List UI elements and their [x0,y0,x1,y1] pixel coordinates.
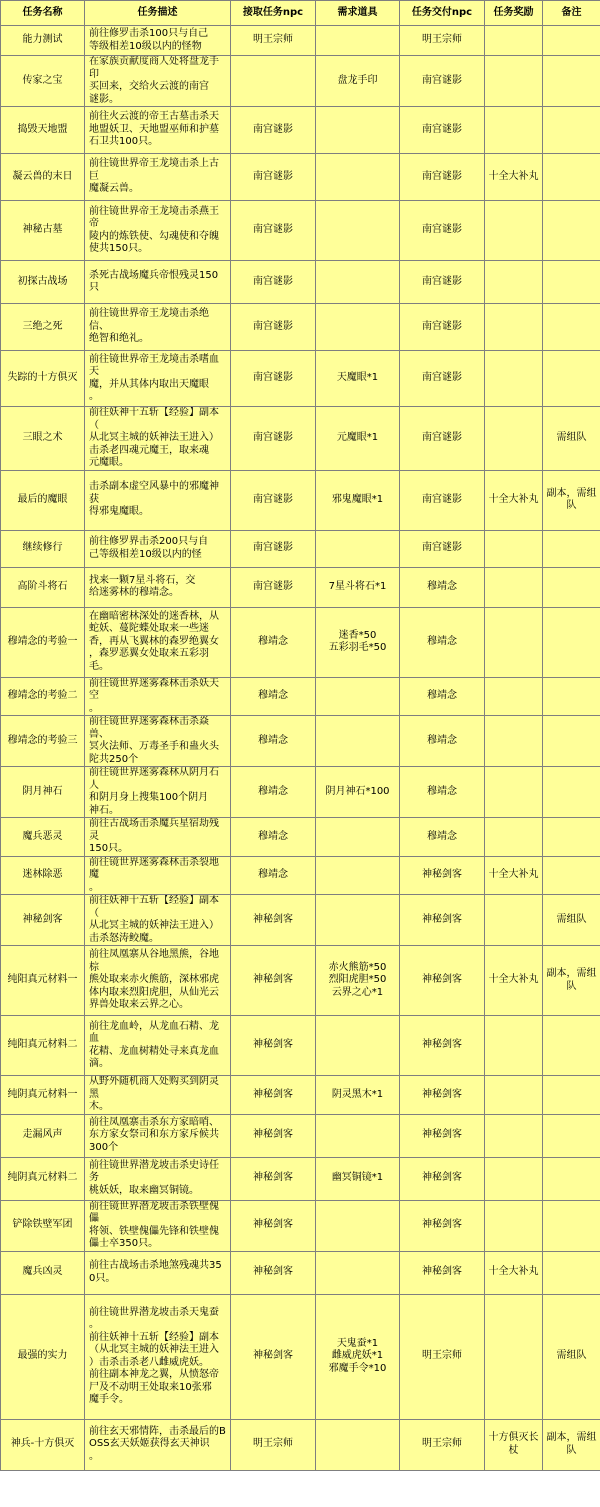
note-cell [543,1016,600,1076]
note-cell [543,304,600,351]
giver-npc-cell: 神秘剑客 [231,1157,316,1200]
task-name-cell: 纯阴真元材料一 [1,1076,85,1115]
note-cell [543,818,600,857]
required-items-cell [316,470,400,530]
turnin-npc-cell: 神秘剑客 [400,1157,485,1200]
task-name-cell: 神秘剑客 [1,895,85,946]
required-items-cell [316,351,400,407]
reward-cell [485,1294,543,1419]
turnin-npc-cell: 穆靖念 [400,677,485,716]
table-row [1,1251,600,1294]
reward-cell: 十全大补丸 [485,946,543,1016]
turnin-npc-cell: 南宫谜影 [400,261,485,304]
table-row [1,567,600,607]
giver-npc-cell: 明王宗师 [231,1419,316,1470]
note-cell: 需组队 [543,407,600,471]
table-row [1,56,600,107]
required-items-cell [316,895,400,946]
reward-cell [485,1016,543,1076]
required-item: 阴灵黑木*1 [331,1088,384,1100]
table-header [1,1,600,26]
turnin-npc-cell: 南宫谜影 [400,530,485,567]
required-items-cell [316,567,400,607]
reward-cell [485,818,543,857]
turnin-npc-cell: 南宫谜影 [400,470,485,530]
giver-npc-cell: 神秘剑客 [231,1114,316,1157]
reward-cell [485,201,543,261]
description-paragraph: 前往镜世界潜龙坡击杀天鬼蚕 。 [89,1306,219,1330]
reward-cell: 十全大补丸 [485,154,543,201]
task-name-cell: 传家之宝 [1,56,85,107]
giver-npc-cell: 南宫谜影 [231,261,316,304]
turnin-npc-cell: 穆靖念 [400,716,485,767]
note-cell [543,56,600,107]
reward-cell: 十全大补丸 [485,1251,543,1294]
turnin-npc-cell: 穆靖念 [400,567,485,607]
note-cell: 副本，需组队 [543,1419,600,1470]
required-item: 雌威虎妖*1 [331,1350,384,1362]
note-cell [543,351,600,407]
reward-cell: 十全大补丸 [485,470,543,530]
required-item: 元魔眼*1 [336,432,379,443]
task-name-cell: 失踪的十方俱灭 [1,351,85,407]
giver-npc-cell: 穆靖念 [231,856,316,895]
note-cell [543,530,600,567]
task-name-cell: 穆靖念的考验二 [1,677,85,716]
required-items-cell [316,56,400,107]
required-items-cell [316,818,400,857]
table-row [1,1157,600,1200]
task-name-cell: 凝云兽的末日 [1,154,85,201]
header-required-items: 需求道具 [316,1,400,26]
table-row [1,201,600,261]
note-cell: 副本，需组队 [543,470,600,530]
required-item: 7星斗将石*1 [328,580,387,592]
table-row [1,818,600,857]
giver-npc-cell: 神秘剑客 [231,895,316,946]
reward-cell [485,26,543,56]
task-description-cell: 前往凤凰寨击杀东方家暗哨、 东方家女祭司和东方家斥候共 300个 [85,1114,231,1157]
reward-cell: 十方俱灭长 杖 [485,1419,543,1470]
note-cell [543,201,600,261]
reward-cell [485,530,543,567]
reward-cell [485,1157,543,1200]
task-name-cell: 最强的实力 [1,1294,85,1419]
turnin-npc-cell: 神秘剑客 [400,946,485,1016]
giver-npc-cell: 南宫谜影 [231,201,316,261]
required-item: 幽冥铜镜*1 [331,1172,384,1184]
turnin-npc-cell: 神秘剑客 [400,1114,485,1157]
description-paragraph: 前往副本神龙之翼，从愤怒帝 尸及不动明王处取来10张邪 魔手令。 [89,1369,219,1405]
task-description-cell: 从野外随机商人处购买到阴灵黑 木。 [85,1076,231,1115]
reward-cell: 十全大补丸 [485,856,543,895]
note-cell [543,154,600,201]
giver-npc-cell: 南宫谜影 [231,107,316,154]
task-description-cell: 前往修罗击杀100只与自己 等级相差10级以内的怪物 [85,26,231,56]
required-items-cell [316,1251,400,1294]
table-row [1,154,600,201]
task-name-cell: 魔兵恶灵 [1,818,85,857]
note-cell [543,26,600,56]
turnin-npc-cell: 南宫谜影 [400,351,485,407]
required-item: 邪魔手令*10 [328,1362,387,1374]
header-reward: 任务奖励 [485,1,543,26]
task-name-cell: 神兵-十方俱灭 [1,1419,85,1470]
task-description-cell: 前往妖神十五斩【经验】副本（ 从北冥主城的妖神法王进入） 击杀老四魂元魔王，取来魂 元魔眼。 [85,407,231,471]
required-items-cell [316,304,400,351]
giver-npc-cell: 穆靖念 [231,716,316,767]
table-row [1,1200,600,1251]
table-row [1,716,600,767]
required-items-cell [316,407,400,471]
turnin-npc-cell: 神秘剑客 [400,895,485,946]
turnin-npc-cell: 神秘剑客 [400,1251,485,1294]
giver-npc-cell: 神秘剑客 [231,946,316,1016]
task-description-cell: 前往古战场击杀魔兵星宿劫残灵 150只。 [85,818,231,857]
reward-cell [485,567,543,607]
task-description-cell: 前往镜世界帝王龙境击杀嗜血天 魔，并从其体内取出天魔眼 。 [85,351,231,407]
required-items-cell [316,26,400,56]
header-row [1,1,600,26]
description-paragraph: 前往妖神十五斩【经验】副本 （从北冥主城的妖神法王进入 ）击杀击杀老八雌威虎妖。 [89,1331,219,1368]
task-description-cell: 前往凤凰寨从谷地黑熊，谷地棕 熊处取来赤火熊筋，深林邪虎 体内取来烈阳虎胆，从仙光云 界兽处取来云界之心。 [85,946,231,1016]
task-name-cell: 最后的魔眼 [1,470,85,530]
table-row [1,1016,600,1076]
reward-cell [485,607,543,677]
task-description-cell: 前往妖神十五斩【经验】副本（ 从北冥主城的妖神法王进入） 击杀怒涛鲛魔。 [85,895,231,946]
task-description-cell: 前往镜世界迷雾森林击杀裂地魔 。 [85,856,231,895]
task-name-cell: 纯阴真元材料二 [1,1157,85,1200]
task-name-cell: 神秘古墓 [1,201,85,261]
giver-npc-cell: 南宫谜影 [231,530,316,567]
table-row [1,26,600,56]
note-cell [543,261,600,304]
task-description-cell: 前往镜世界帝王龙境击杀燕王帝 陵内的炼铁使、勾魂使和夺魄 使共150只。 [85,201,231,261]
task-name-cell: 初探古战场 [1,261,85,304]
task-name-cell: 迷林除恶 [1,856,85,895]
turnin-npc-cell: 神秘剑客 [400,1200,485,1251]
note-cell [543,677,600,716]
required-items-cell [316,154,400,201]
note-cell [543,1251,600,1294]
table-row [1,304,600,351]
note-cell [543,1114,600,1157]
task-name-cell: 高阶斗将石 [1,567,85,607]
reward-cell [485,1114,543,1157]
table-row [1,351,600,407]
required-item: 邪鬼魔眼*1 [331,493,384,505]
turnin-npc-cell: 南宫谜影 [400,107,485,154]
turnin-npc-cell: 穆靖念 [400,767,485,818]
reward-cell [485,767,543,818]
note-cell [543,856,600,895]
reward-cell [485,716,543,767]
task-description-cell: 前往镜世界帝王龙境击杀上古巨 魔凝云兽。 [85,154,231,201]
required-item: 烈阳虎胆*50 [328,974,387,986]
giver-npc-cell [231,56,316,107]
task-description-cell: 前往玄天邪情阵，击杀最后的B OSS玄天妖姬获得玄天神识 。 [85,1419,231,1470]
table-row [1,856,600,895]
table-row [1,767,600,818]
table-row [1,677,600,716]
giver-npc-cell: 神秘剑客 [231,1294,316,1419]
task-description-cell: 前往古战场击杀地煞残魂共35 0只。 [85,1251,231,1294]
table-row [1,107,600,154]
note-cell: 需组队 [543,1294,600,1419]
reward-cell [485,56,543,107]
required-items-cell [316,677,400,716]
task-description-cell: 在幽暗密林深处的迷香林，从 蛇妖、蔓陀蝶处取来一些迷 香，再从飞翼林的森罗绝翼女 ，森罗恶翼女处取来五彩羽毛。 [85,607,231,677]
required-items-cell [316,1200,400,1251]
required-items-cell [316,1076,400,1115]
task-name-cell: 继续修行 [1,530,85,567]
header-giver-npc: 接取任务npc [231,1,316,26]
task-name-cell: 穆靖念的考验一 [1,607,85,677]
giver-npc-cell: 神秘剑客 [231,1200,316,1251]
required-items-cell [316,716,400,767]
reward-cell [485,677,543,716]
required-item: 赤火熊筋*50 [328,961,387,973]
table-row [1,1419,600,1470]
note-cell: 副本，需组队 [543,946,600,1016]
task-description-cell: 在家族贡献度商人处将盘龙手印 买回来，交给火云渡的南宫 谜影。 [85,56,231,107]
note-cell [543,716,600,767]
reward-cell [485,407,543,471]
giver-npc-cell: 南宫谜影 [231,154,316,201]
required-item: 云界之心*1 [331,986,384,998]
turnin-npc-cell: 明王宗师 [400,26,485,56]
header-task-name: 任务名称 [1,1,85,26]
note-cell [543,1200,600,1251]
note-cell [543,607,600,677]
reward-cell [485,351,543,407]
required-item: 天魔眼*1 [336,372,379,384]
reward-cell [485,107,543,154]
task-name-cell: 能力测试 [1,26,85,56]
header-turnin-npc: 任务交付npc [400,1,485,26]
required-items-cell [316,1294,400,1419]
note-cell: 需组队 [543,895,600,946]
table-row [1,470,600,530]
turnin-npc-cell: 穆靖念 [400,818,485,857]
turnin-npc-cell: 神秘剑客 [400,856,485,895]
reward-cell [485,304,543,351]
task-description-cell: 前往镜世界潜龙坡击杀铁壁傀儡 将领、铁壁傀儡先锋和铁壁傀 儡士卒350只。 [85,1200,231,1251]
table-row [1,607,600,677]
turnin-npc-cell: 南宫谜影 [400,56,485,107]
task-name-cell: 阴月神石 [1,767,85,818]
table-row [1,530,600,567]
required-item: 天鬼蚕*1 [336,1337,379,1349]
task-name-cell: 魔兵凶灵 [1,1251,85,1294]
task-description-cell: 前往修罗界击杀200只与自 己等级相差10级以内的怪 [85,530,231,567]
required-item: 阴月神石*100 [325,785,390,797]
required-items-cell [316,1016,400,1076]
task-description-cell: 前往镜世界潜龙坡击杀史诗任务 桃妖妖，取来幽冥铜镜。 [85,1157,231,1200]
required-items-cell [316,856,400,895]
table-row [1,1076,600,1115]
note-cell [543,767,600,818]
giver-npc-cell: 穆靖念 [231,677,316,716]
giver-npc-cell: 南宫谜影 [231,567,316,607]
giver-npc-cell: 神秘剑客 [231,1076,316,1115]
reward-cell [485,261,543,304]
turnin-npc-cell: 明王宗师 [400,1294,485,1419]
task-name-cell: 走漏风声 [1,1114,85,1157]
giver-npc-cell: 南宫谜影 [231,351,316,407]
note-cell [543,567,600,607]
task-description-cell: 前往镜世界迷雾森林从阴月石人 和阴月身上搜集100个阴月 神石。 [85,767,231,818]
required-items-cell [316,1157,400,1200]
header-note: 备注 [543,1,600,26]
note-cell [543,107,600,154]
required-items-cell [316,767,400,818]
task-name-cell: 捣毁天地盟 [1,107,85,154]
required-item: 迷香*50 [338,629,377,641]
task-description-cell: 杀死古战场魔兵帝恨残灵150 只 [85,261,231,304]
reward-cell [485,1200,543,1251]
required-items-cell [316,946,400,1016]
task-description-cell: 击杀副本虚空风暴中的邪魔神获 得邪鬼魔眼。 [85,470,231,530]
task-description-cell: 前往镜世界迷雾森林击杀妖天空 。 [85,677,231,716]
required-items-cell [316,607,400,677]
task-description-cell: 前往火云渡的帝王古墓击杀天 地盟妖卫、天地盟巫师和护墓 石卫共100只。 [85,107,231,154]
task-description-cell: 前往镜世界迷雾森林击杀焱兽、 冥火法师、万毒圣手和蛊火头 陀共250个 [85,716,231,767]
table-row [1,895,600,946]
turnin-npc-cell: 南宫谜影 [400,407,485,471]
task-name-cell: 三绝之死 [1,304,85,351]
giver-npc-cell: 神秘剑客 [231,1251,316,1294]
table-row [1,1294,600,1419]
giver-npc-cell: 南宫谜影 [231,470,316,530]
turnin-npc-cell: 神秘剑客 [400,1016,485,1076]
task-name-cell: 穆靖念的考验三 [1,716,85,767]
turnin-npc-cell: 明王宗师 [400,1419,485,1470]
giver-npc-cell: 穆靖念 [231,767,316,818]
table-row [1,407,600,471]
note-cell [543,1076,600,1115]
task-name-cell: 铲除铁壁军团 [1,1200,85,1251]
turnin-npc-cell: 南宫谜影 [400,201,485,261]
required-items-cell [316,530,400,567]
turnin-npc-cell: 穆靖念 [400,607,485,677]
table-body [1,26,600,1471]
giver-npc-cell: 穆靖念 [231,607,316,677]
required-items-cell [316,1114,400,1157]
task-description-cell: 前往镜世界帝王龙境击杀绝信、 绝智和绝礼。 [85,304,231,351]
turnin-npc-cell: 南宫谜影 [400,304,485,351]
turnin-npc-cell: 神秘剑客 [400,1076,485,1115]
task-name-cell: 纯阳真元材料二 [1,1016,85,1076]
giver-npc-cell: 南宫谜影 [231,304,316,351]
required-items-cell [316,1419,400,1470]
required-items-cell [316,107,400,154]
table-row [1,1114,600,1157]
reward-cell [485,895,543,946]
task-description-cell: 找来一颗7星斗将石，交 给迷雾林的穆靖念。 [85,567,231,607]
giver-npc-cell: 明王宗师 [231,26,316,56]
header-task-description: 任务描述 [85,1,231,26]
table-row [1,261,600,304]
giver-npc-cell: 穆靖念 [231,818,316,857]
task-description-cell [85,1294,231,1419]
note-cell [543,1157,600,1200]
required-items-cell [316,261,400,304]
reward-cell [485,1076,543,1115]
required-item: 五彩羽毛*50 [328,642,387,653]
task-name-cell: 纯阳真元材料一 [1,946,85,1016]
task-name-cell: 三眼之术 [1,407,85,471]
required-item: 盘龙手印 [337,74,378,86]
task-description-cell: 前往龙血岭，从龙血石精、龙血 花精、龙血树精处寻来真龙血 滴。 [85,1016,231,1076]
table-row [1,946,600,1016]
turnin-npc-cell: 南宫谜影 [400,154,485,201]
giver-npc-cell: 神秘剑客 [231,1016,316,1076]
giver-npc-cell: 南宫谜影 [231,407,316,471]
required-items-cell [316,201,400,261]
